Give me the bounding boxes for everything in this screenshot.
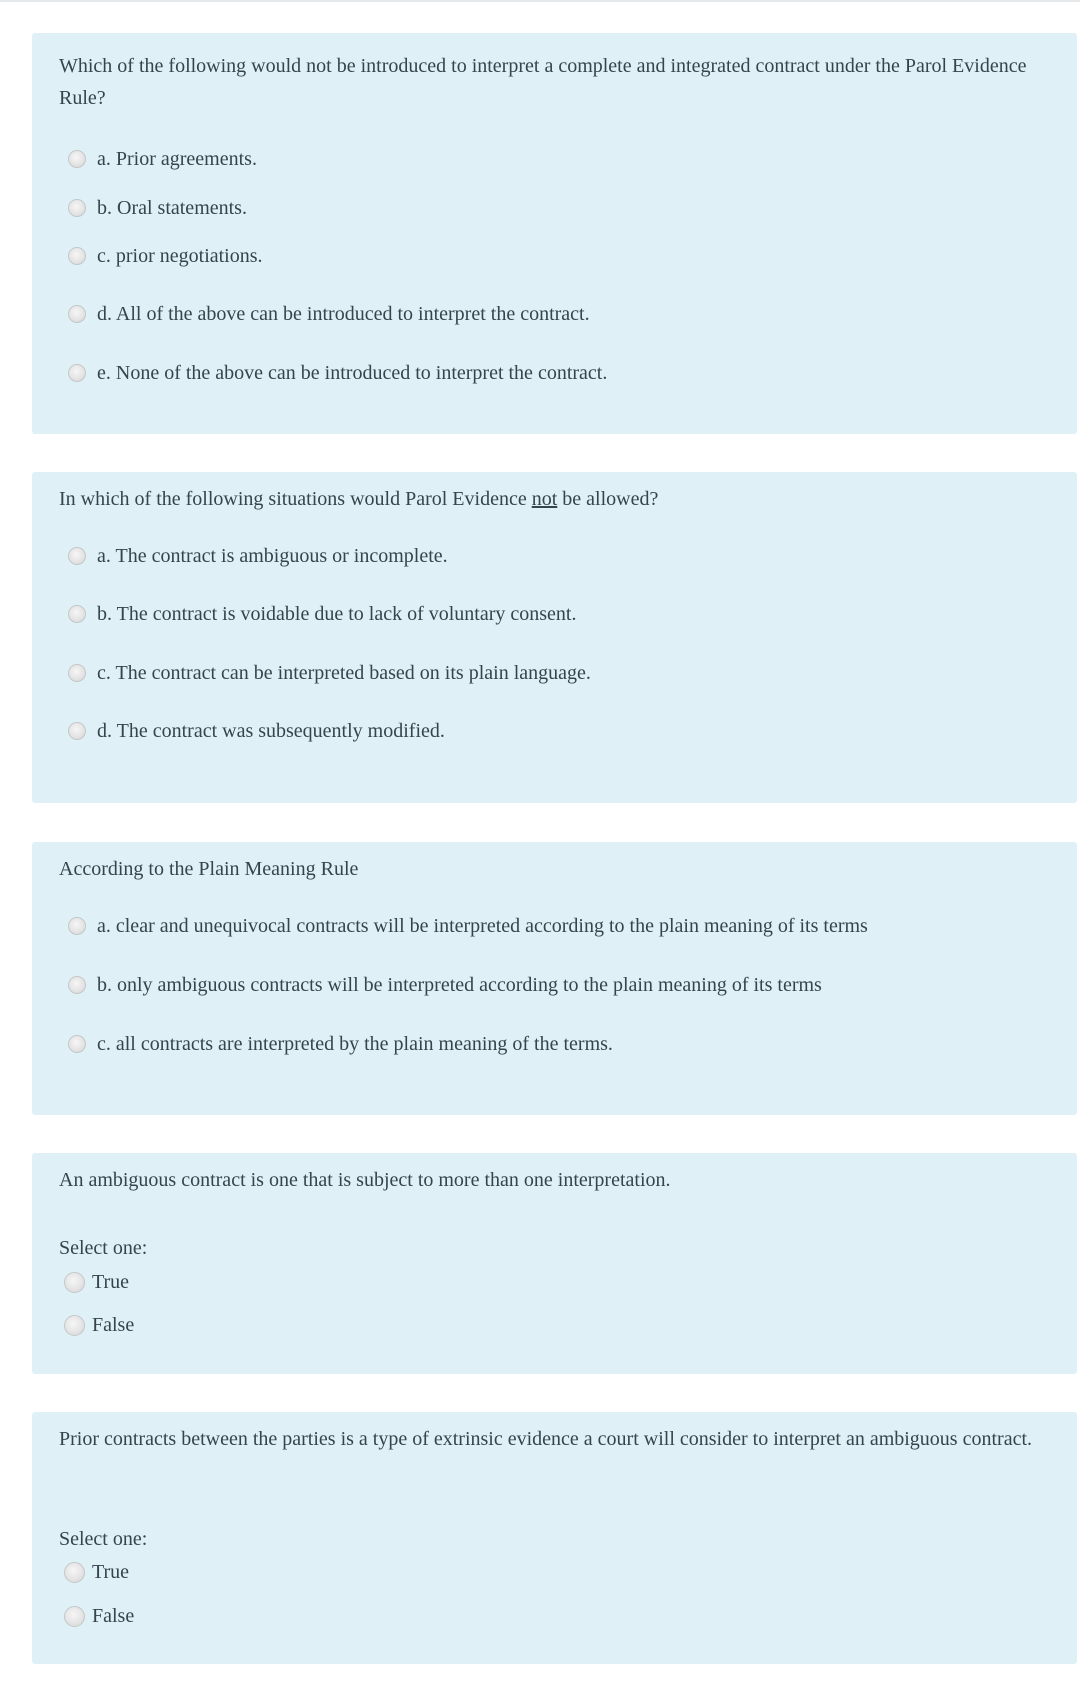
option-e[interactable] bbox=[68, 359, 607, 387]
question-card-1 bbox=[32, 33, 1077, 434]
option-d[interactable] bbox=[68, 717, 445, 745]
option-label: True bbox=[92, 1270, 130, 1293]
question-text: Prior contracts between the parties is a type of extrinsic evidence a court will consider to interpret an ambiguous contract. bbox=[59, 1428, 1032, 1450]
radio-button[interactable] bbox=[64, 1272, 85, 1293]
radio-button[interactable] bbox=[68, 917, 86, 935]
option-c[interactable] bbox=[68, 659, 591, 687]
option-b[interactable] bbox=[68, 194, 247, 222]
option-label: b. only ambiguous contracts will be interpreted according to the plain meaning of its terms bbox=[97, 973, 822, 996]
option-false[interactable] bbox=[64, 1602, 134, 1630]
radio-button[interactable] bbox=[68, 364, 86, 382]
question-card-3 bbox=[32, 842, 1077, 1115]
question-card-2 bbox=[32, 472, 1077, 803]
question-text: Which of the following would not be introduced to interpret a complete and integrated contract under the Parol Evidence Rule? bbox=[59, 55, 1027, 109]
option-a[interactable] bbox=[68, 145, 257, 173]
select-one-label: Select one: bbox=[59, 1528, 148, 1550]
option-label: c. all contracts are interpreted by the plain meaning of the terms. bbox=[97, 1032, 613, 1055]
radio-button[interactable] bbox=[68, 976, 86, 994]
top-divider bbox=[0, 0, 1080, 2]
option-a[interactable] bbox=[68, 542, 448, 570]
radio-button[interactable] bbox=[68, 605, 86, 623]
option-b[interactable] bbox=[68, 971, 822, 999]
option-label: a. clear and unequivocal contracts will be interpreted according to the plain meaning of its terms bbox=[97, 914, 868, 937]
select-one-label: Select one: bbox=[59, 1237, 148, 1259]
option-label: d. All of the above can be introduced to interpret the contract. bbox=[97, 302, 590, 325]
radio-button[interactable] bbox=[68, 199, 86, 217]
question-text bbox=[59, 483, 1049, 515]
option-label: c. The contract can be interpreted based on its plain language. bbox=[97, 661, 591, 684]
radio-button[interactable] bbox=[68, 247, 86, 265]
option-c[interactable] bbox=[68, 1030, 613, 1058]
option-c[interactable] bbox=[68, 242, 263, 270]
option-label: False bbox=[92, 1313, 135, 1336]
option-label: c. prior negotiations. bbox=[97, 244, 263, 267]
question-text-underlined: not bbox=[531, 488, 558, 510]
option-label: e. None of the above can be introduced to interpret the contract. bbox=[97, 361, 608, 384]
option-label: a. Prior agreements. bbox=[97, 147, 257, 170]
radio-button[interactable] bbox=[68, 722, 86, 740]
option-label: d. The contract was subsequently modified. bbox=[97, 719, 445, 742]
radio-button[interactable] bbox=[68, 150, 86, 168]
radio-button[interactable] bbox=[64, 1562, 85, 1583]
option-label: False bbox=[92, 1604, 135, 1627]
radio-button[interactable] bbox=[68, 1035, 86, 1053]
option-a[interactable] bbox=[68, 912, 868, 940]
question-text-part: In which of the following situations would Parol Evidence bbox=[59, 488, 532, 510]
radio-button[interactable] bbox=[68, 305, 86, 323]
question-text: According to the Plain Meaning Rule bbox=[59, 858, 359, 880]
radio-button[interactable] bbox=[68, 664, 86, 682]
option-false[interactable] bbox=[64, 1311, 134, 1339]
radio-button[interactable] bbox=[64, 1606, 85, 1627]
option-label: b. Oral statements. bbox=[97, 196, 247, 219]
option-true[interactable] bbox=[64, 1268, 129, 1296]
question-text: An ambiguous contract is one that is subject to more than one interpretation. bbox=[59, 1169, 671, 1191]
question-card-4 bbox=[32, 1153, 1077, 1374]
radio-button[interactable] bbox=[64, 1315, 85, 1336]
radio-button[interactable] bbox=[68, 547, 86, 565]
option-label: a. The contract is ambiguous or incomplete. bbox=[97, 544, 448, 567]
option-label: b. The contract is voidable due to lack of voluntary consent. bbox=[97, 602, 577, 625]
option-d[interactable] bbox=[68, 300, 590, 328]
question-card-5 bbox=[32, 1412, 1077, 1664]
option-label: True bbox=[92, 1560, 130, 1583]
question-text-part: be allowed? bbox=[557, 488, 659, 510]
option-true[interactable] bbox=[64, 1558, 129, 1586]
option-b[interactable] bbox=[68, 600, 577, 628]
